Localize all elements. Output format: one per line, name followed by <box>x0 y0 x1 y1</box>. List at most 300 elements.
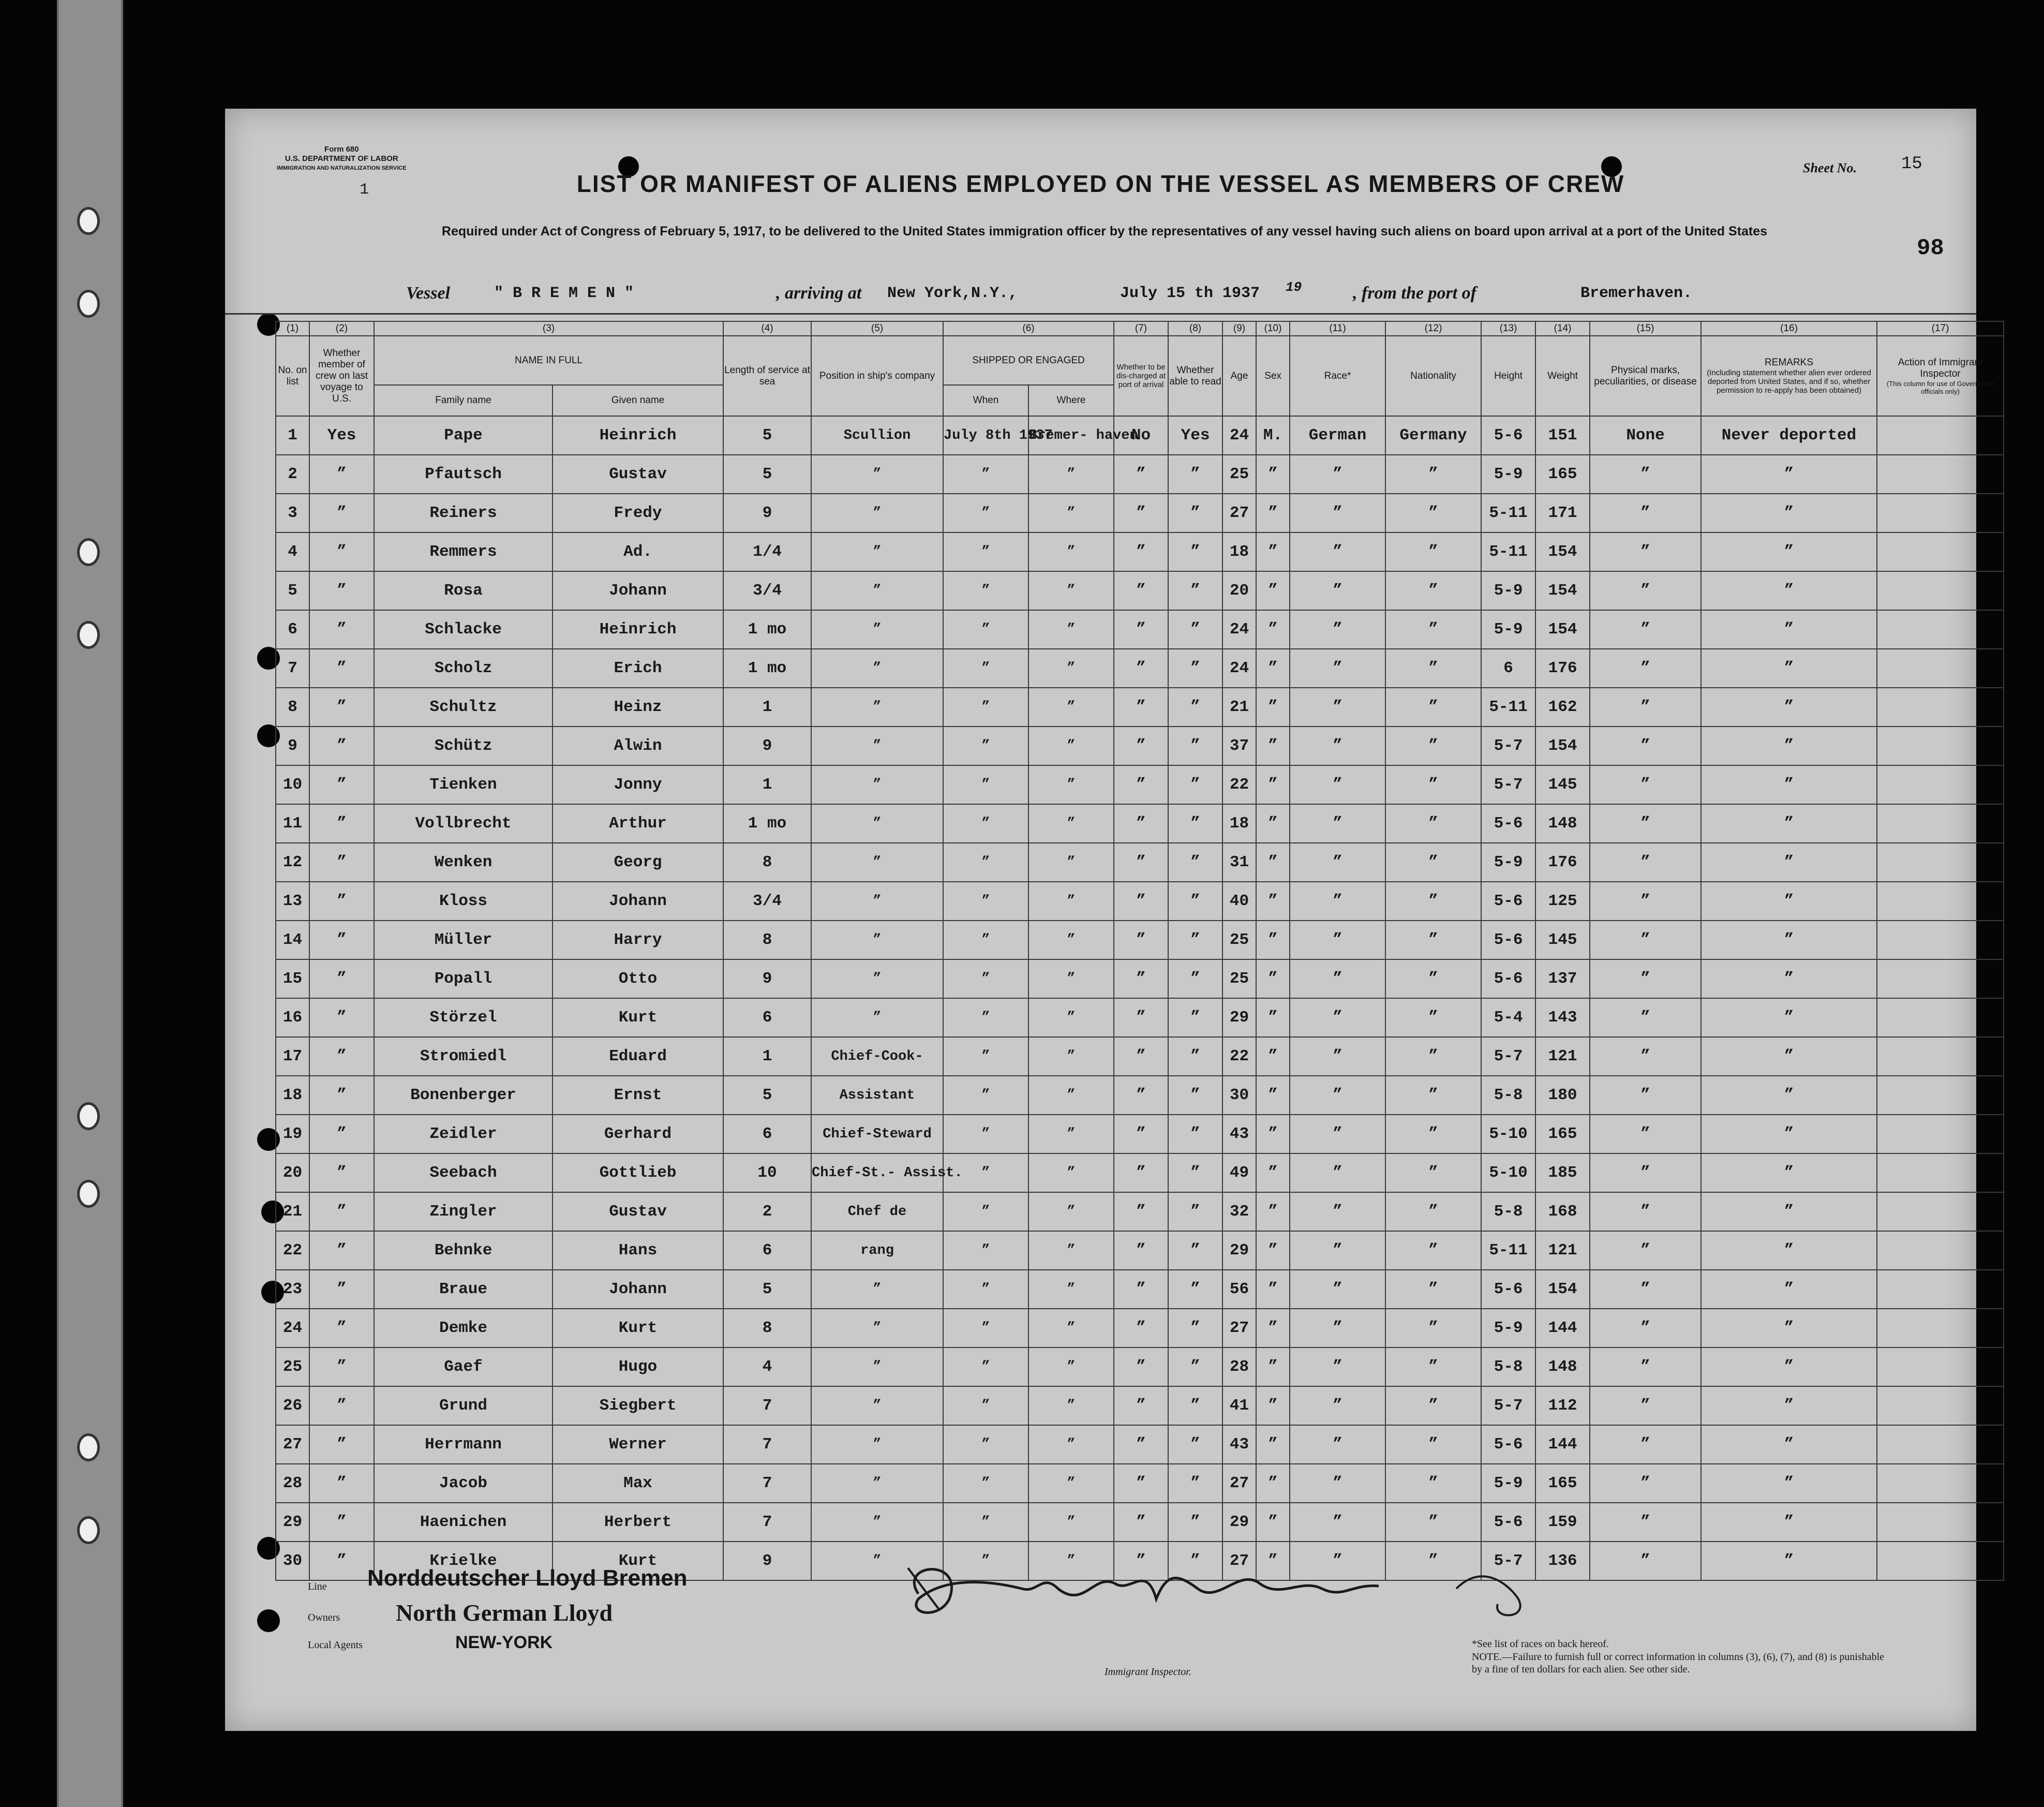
height-cell: 5-8 <box>1481 1076 1535 1115</box>
age-cell: 29 <box>1222 998 1256 1037</box>
race-cell: ” <box>1290 959 1385 998</box>
able-to-read-cell: ” <box>1168 1542 1222 1580</box>
physical-marks-cell: ” <box>1590 1464 1701 1503</box>
row-number-cell: 19 <box>276 1115 309 1153</box>
sex-cell: ” <box>1256 1425 1290 1464</box>
header-name-in-full: NAME IN FULL <box>374 336 723 385</box>
height-cell: 5-11 <box>1481 532 1535 571</box>
shipped-where-cell: ” <box>1028 688 1114 727</box>
shipped-when-cell: ” <box>943 959 1028 998</box>
length-of-service-cell: 1 <box>723 1037 811 1076</box>
race-cell: ” <box>1290 1115 1385 1153</box>
shipped-when-cell: ” <box>943 921 1028 959</box>
row-number-cell: 5 <box>276 571 309 610</box>
able-to-read-cell: ” <box>1168 571 1222 610</box>
physical-marks-cell: ” <box>1590 804 1701 843</box>
race-cell: ” <box>1290 532 1385 571</box>
height-cell: 5-10 <box>1481 1115 1535 1153</box>
shipped-when-cell: ” <box>943 1503 1028 1542</box>
weight-cell: 112 <box>1535 1386 1590 1425</box>
sheet-number-label: Sheet No. <box>1803 160 1857 175</box>
member-last-voyage-cell: ” <box>309 1231 374 1270</box>
physical-marks-cell: ” <box>1590 1270 1701 1309</box>
inspector-action-cell <box>1877 1115 2004 1153</box>
race-cell: ” <box>1290 1503 1385 1542</box>
table-row <box>276 688 2004 727</box>
age-cell: 22 <box>1222 1037 1256 1076</box>
family-name-cell: Pape <box>374 416 553 455</box>
physical-marks-cell: ” <box>1590 1309 1701 1347</box>
table-row <box>276 571 2004 610</box>
table-row <box>276 416 2004 455</box>
race-cell: ” <box>1290 1231 1385 1270</box>
able-to-read-cell: ” <box>1168 727 1222 765</box>
col-number: (9) <box>1222 321 1256 336</box>
family-name-cell: Stromiedl <box>374 1037 553 1076</box>
weight-cell: 165 <box>1535 455 1590 494</box>
nationality-cell: ” <box>1385 959 1481 998</box>
nationality-cell: ” <box>1385 610 1481 649</box>
row-number-cell: 30 <box>276 1542 309 1580</box>
fine-note: NOTE.—Failure to furnish full or correct information in columns (3), (6), (7), and (8) is punishable by a fine of ten dollars for each alien. See other side. <box>1472 1651 1885 1675</box>
physical-marks-cell: ” <box>1590 1347 1701 1386</box>
discharged-flag-cell: ” <box>1114 571 1168 610</box>
column-number-row <box>276 321 2004 336</box>
discharged-flag-cell: No <box>1114 416 1168 455</box>
service-name: IMMIGRATION AND NATURALIZATION SERVICE <box>277 165 407 171</box>
member-last-voyage-cell: ” <box>309 882 374 921</box>
height-cell: 5-9 <box>1481 610 1535 649</box>
race-cell: ” <box>1290 1309 1385 1347</box>
race-cell: ” <box>1290 998 1385 1037</box>
given-name-cell: Otto <box>553 959 723 998</box>
length-of-service-cell: 7 <box>723 1464 811 1503</box>
form-mark: 1 <box>360 181 369 199</box>
nationality-cell: ” <box>1385 921 1481 959</box>
sex-cell: ” <box>1256 765 1290 804</box>
member-last-voyage-cell: ” <box>309 804 374 843</box>
able-to-read-cell: ” <box>1168 1076 1222 1115</box>
remarks-cell: ” <box>1701 727 1877 765</box>
inspector-action-cell <box>1877 571 2004 610</box>
shipped-where-cell: ” <box>1028 959 1114 998</box>
sex-cell: ” <box>1256 727 1290 765</box>
header-when: When <box>943 385 1028 416</box>
nationality-cell: ” <box>1385 843 1481 882</box>
inspector-action-cell <box>1877 532 2004 571</box>
sex-cell: ” <box>1256 959 1290 998</box>
able-to-read-cell: ” <box>1168 843 1222 882</box>
sex-cell: ” <box>1256 571 1290 610</box>
owners-stamp: North German Lloyd <box>396 1599 613 1626</box>
able-to-read-cell: ” <box>1168 1464 1222 1503</box>
physical-marks-cell: ” <box>1590 532 1701 571</box>
age-cell: 27 <box>1222 1309 1256 1347</box>
physical-marks-cell: ” <box>1590 1542 1701 1580</box>
race-cell: ” <box>1290 882 1385 921</box>
member-last-voyage-cell: ” <box>309 1425 374 1464</box>
race-cell: German <box>1290 416 1385 455</box>
given-name-cell: Ernst <box>553 1076 723 1115</box>
height-cell: 5-7 <box>1481 727 1535 765</box>
weight-cell: 154 <box>1535 571 1590 610</box>
able-to-read-cell: ” <box>1168 1037 1222 1076</box>
family-name-cell: Demke <box>374 1309 553 1347</box>
header-given-name: Given name <box>553 385 723 416</box>
sex-cell: ” <box>1256 494 1290 532</box>
inspector-action-cell <box>1877 1309 2004 1347</box>
shipped-where-cell: ” <box>1028 1231 1114 1270</box>
shipped-where-cell: ” <box>1028 1464 1114 1503</box>
weight-cell: 180 <box>1535 1076 1590 1115</box>
shipped-where-cell: ” <box>1028 1037 1114 1076</box>
discharged-flag-cell: ” <box>1114 455 1168 494</box>
table-row <box>276 494 2004 532</box>
member-last-voyage-cell: ” <box>309 532 374 571</box>
arrival-port: New York,N.Y., <box>887 285 1018 302</box>
ship-position-cell: ” <box>811 1270 943 1309</box>
age-cell: 43 <box>1222 1425 1256 1464</box>
given-name-cell: Arthur <box>553 804 723 843</box>
departure-port: Bremerhaven. <box>1580 285 1693 302</box>
shipped-where-cell: ” <box>1028 765 1114 804</box>
member-last-voyage-cell: Yes <box>309 416 374 455</box>
header-inspector-action <box>1877 336 2004 416</box>
ship-position-cell: ” <box>811 1386 943 1425</box>
family-name-cell: Scholz <box>374 649 553 688</box>
shipped-when-cell: ” <box>943 1037 1028 1076</box>
table-row <box>276 804 2004 843</box>
family-name-cell: Schlacke <box>374 610 553 649</box>
able-to-read-cell: ” <box>1168 1386 1222 1425</box>
table-row <box>276 843 2004 882</box>
weight-cell: 125 <box>1535 882 1590 921</box>
race-cell: ” <box>1290 571 1385 610</box>
physical-marks-cell: ” <box>1590 1037 1701 1076</box>
ship-position-cell: ” <box>811 455 943 494</box>
table-row <box>276 1309 2004 1347</box>
binding-hole <box>77 1180 100 1208</box>
sex-cell: ” <box>1256 532 1290 571</box>
races-note: *See list of races on back hereof. <box>1472 1638 1609 1650</box>
remarks-cell: ” <box>1701 1037 1877 1076</box>
row-number-cell: 13 <box>276 882 309 921</box>
length-of-service-cell: 9 <box>723 727 811 765</box>
ship-position-cell: Chief-St.- Assist. <box>811 1153 943 1192</box>
remarks-cell: ” <box>1701 1076 1877 1115</box>
row-number-cell: 4 <box>276 532 309 571</box>
ship-position-cell: ” <box>811 882 943 921</box>
nationality-cell: ” <box>1385 1386 1481 1425</box>
nationality-cell: ” <box>1385 1464 1481 1503</box>
nationality-cell: ” <box>1385 455 1481 494</box>
height-cell: 5-9 <box>1481 1309 1535 1347</box>
physical-marks-cell: ” <box>1590 1386 1701 1425</box>
ship-position-cell: ” <box>811 688 943 727</box>
local-agents-stamp: NEW-YORK <box>455 1633 553 1652</box>
discharged-flag-cell: ” <box>1114 1115 1168 1153</box>
owners-label: Owners <box>308 1612 340 1623</box>
header-sex: Sex <box>1256 336 1290 416</box>
family-name-cell: Schultz <box>374 688 553 727</box>
shipped-where-cell: ” <box>1028 1386 1114 1425</box>
race-cell: ” <box>1290 1153 1385 1192</box>
inspector-action-cell <box>1877 494 2004 532</box>
discharged-flag-cell: ” <box>1114 1231 1168 1270</box>
weight-cell: 121 <box>1535 1037 1590 1076</box>
given-name-cell: Heinrich <box>553 610 723 649</box>
shipped-when-cell: ” <box>943 494 1028 532</box>
nationality-cell: ” <box>1385 727 1481 765</box>
weight-cell: 137 <box>1535 959 1590 998</box>
ship-position-cell: ” <box>811 1425 943 1464</box>
arriving-label: , arriving at <box>776 284 862 303</box>
race-cell: ” <box>1290 727 1385 765</box>
sex-cell: ” <box>1256 610 1290 649</box>
header-age: Age <box>1222 336 1256 416</box>
action-title: Action of Immigrant Inspector <box>1898 357 1983 379</box>
member-last-voyage-cell: ” <box>309 843 374 882</box>
shipped-when-cell: ” <box>943 727 1028 765</box>
inspector-label: Immigrant Inspector. <box>1105 1666 1191 1678</box>
family-name-cell: Grund <box>374 1386 553 1425</box>
discharged-flag-cell: ” <box>1114 843 1168 882</box>
age-cell: 24 <box>1222 649 1256 688</box>
length-of-service-cell: 7 <box>723 1503 811 1542</box>
age-cell: 24 <box>1222 416 1256 455</box>
action-subtitle: (This column for use of Government officials only) <box>1886 379 1994 395</box>
able-to-read-cell: ” <box>1168 765 1222 804</box>
length-of-service-cell: 5 <box>723 416 811 455</box>
member-last-voyage-cell: ” <box>309 610 374 649</box>
row-number-cell: 12 <box>276 843 309 882</box>
shipped-where-cell: ” <box>1028 882 1114 921</box>
ship-position-cell: Scullion <box>811 416 943 455</box>
crew-rows <box>276 416 2004 1580</box>
age-cell: 27 <box>1222 1542 1256 1580</box>
family-name-cell: Remmers <box>374 532 553 571</box>
physical-marks-cell: ” <box>1590 765 1701 804</box>
weight-cell: 144 <box>1535 1425 1590 1464</box>
weight-cell: 154 <box>1535 1270 1590 1309</box>
weight-cell: 145 <box>1535 921 1590 959</box>
weight-cell: 154 <box>1535 532 1590 571</box>
remarks-cell: ” <box>1701 1231 1877 1270</box>
table-row <box>276 1037 2004 1076</box>
nationality-cell: ” <box>1385 649 1481 688</box>
height-cell: 5-6 <box>1481 1270 1535 1309</box>
family-name-cell: Krielke <box>374 1542 553 1580</box>
table-row <box>276 1347 2004 1386</box>
discharged-flag-cell: ” <box>1114 1309 1168 1347</box>
age-cell: 22 <box>1222 765 1256 804</box>
row-number-cell: 21 <box>276 1192 309 1231</box>
row-number-cell: 16 <box>276 998 309 1037</box>
inspector-action-cell <box>1877 455 2004 494</box>
sex-cell: ” <box>1256 998 1290 1037</box>
able-to-read-cell: ” <box>1168 494 1222 532</box>
row-number-cell: 26 <box>276 1386 309 1425</box>
table-row <box>276 921 2004 959</box>
race-cell: ” <box>1290 1037 1385 1076</box>
shipped-when-cell: ” <box>943 532 1028 571</box>
inspector-action-cell <box>1877 1037 2004 1076</box>
length-of-service-cell: 8 <box>723 921 811 959</box>
physical-marks-cell: ” <box>1590 1153 1701 1192</box>
age-cell: 49 <box>1222 1153 1256 1192</box>
nationality-cell: ” <box>1385 998 1481 1037</box>
remarks-cell: ” <box>1701 804 1877 843</box>
inspector-action-cell <box>1877 416 2004 455</box>
row-number-cell: 2 <box>276 455 309 494</box>
height-cell: 5-9 <box>1481 1464 1535 1503</box>
given-name-cell: Heinrich <box>553 416 723 455</box>
discharged-flag-cell: ” <box>1114 1076 1168 1115</box>
nationality-cell: ” <box>1385 1115 1481 1153</box>
ship-position-cell: ” <box>811 959 943 998</box>
shipped-when-cell: ” <box>943 765 1028 804</box>
able-to-read-cell: ” <box>1168 1192 1222 1231</box>
given-name-cell: Herbert <box>553 1503 723 1542</box>
inspector-action-cell <box>1877 882 2004 921</box>
nationality-cell: ” <box>1385 1542 1481 1580</box>
age-cell: 37 <box>1222 727 1256 765</box>
discharged-flag-cell: ” <box>1114 1503 1168 1542</box>
nationality-cell: ” <box>1385 1425 1481 1464</box>
length-of-service-cell: 7 <box>723 1425 811 1464</box>
col-number: (13) <box>1481 321 1535 336</box>
length-of-service-cell: 8 <box>723 1309 811 1347</box>
shipped-where-cell: ” <box>1028 921 1114 959</box>
race-cell: ” <box>1290 804 1385 843</box>
header-discharged: Whether to be dis-charged at port of arrival <box>1114 336 1168 416</box>
remarks-title: REMARKS <box>1765 357 1814 368</box>
shipped-where-cell: ” <box>1028 494 1114 532</box>
shipped-when-cell: ” <box>943 1464 1028 1503</box>
height-cell: 5-8 <box>1481 1192 1535 1231</box>
remarks-cell: ” <box>1701 1464 1877 1503</box>
sex-cell: ” <box>1256 1231 1290 1270</box>
member-last-voyage-cell: ” <box>309 1115 374 1153</box>
able-to-read-cell: ” <box>1168 1115 1222 1153</box>
physical-marks-cell: ” <box>1590 727 1701 765</box>
family-name-cell: Popall <box>374 959 553 998</box>
col-number: (11) <box>1290 321 1385 336</box>
length-of-service-cell: 1 <box>723 688 811 727</box>
shipped-where-cell: ” <box>1028 843 1114 882</box>
department-name: U.S. DEPARTMENT OF LABOR <box>285 154 398 163</box>
table-row <box>276 1270 2004 1309</box>
weight-cell: 165 <box>1535 1464 1590 1503</box>
member-last-voyage-cell: ” <box>309 1386 374 1425</box>
col-number: (1) <box>276 321 309 336</box>
member-last-voyage-cell: ” <box>309 959 374 998</box>
col-number: (16) <box>1701 321 1877 336</box>
given-name-cell: Kurt <box>553 998 723 1037</box>
discharged-flag-cell: ” <box>1114 688 1168 727</box>
column-header-row <box>276 336 2004 385</box>
sex-cell: ” <box>1256 1309 1290 1347</box>
nationality-cell: ” <box>1385 688 1481 727</box>
age-cell: 41 <box>1222 1386 1256 1425</box>
nationality-cell: ” <box>1385 1153 1481 1192</box>
given-name-cell: Hugo <box>553 1347 723 1386</box>
ship-position-cell: Assistant <box>811 1076 943 1115</box>
inspector-action-cell <box>1877 1542 2004 1580</box>
physical-marks-cell: ” <box>1590 1192 1701 1231</box>
binding-hole <box>77 1102 100 1130</box>
remarks-cell: ” <box>1701 1309 1877 1347</box>
family-name-cell: Gaef <box>374 1347 553 1386</box>
length-of-service-cell: 1 mo <box>723 610 811 649</box>
given-name-cell: Harry <box>553 921 723 959</box>
discharged-flag-cell: ” <box>1114 882 1168 921</box>
member-last-voyage-cell: ” <box>309 494 374 532</box>
age-cell: 28 <box>1222 1347 1256 1386</box>
able-to-read-cell: ” <box>1168 688 1222 727</box>
sex-cell: ” <box>1256 455 1290 494</box>
shipped-when-cell: ” <box>943 1231 1028 1270</box>
discharged-flag-cell: ” <box>1114 1542 1168 1580</box>
able-to-read-cell: ” <box>1168 455 1222 494</box>
sex-cell: M. <box>1256 416 1290 455</box>
family-name-cell: Schütz <box>374 727 553 765</box>
weight-cell: 168 <box>1535 1192 1590 1231</box>
nationality-cell: ” <box>1385 1231 1481 1270</box>
age-cell: 20 <box>1222 571 1256 610</box>
age-cell: 29 <box>1222 1503 1256 1542</box>
table-row <box>276 1425 2004 1464</box>
binding-hole <box>77 207 100 235</box>
col-number: (2) <box>309 321 374 336</box>
remarks-cell: ” <box>1701 455 1877 494</box>
ship-position-cell: rang <box>811 1231 943 1270</box>
race-cell: ” <box>1290 843 1385 882</box>
binding-hole <box>77 1516 100 1544</box>
row-number-cell: 27 <box>276 1425 309 1464</box>
family-name-cell: Bonenberger <box>374 1076 553 1115</box>
age-cell: 56 <box>1222 1270 1256 1309</box>
inspector-action-cell <box>1877 649 2004 688</box>
binding-hole <box>77 290 100 318</box>
sex-cell: ” <box>1256 1542 1290 1580</box>
remarks-cell: ” <box>1701 494 1877 532</box>
inspector-action-cell <box>1877 765 2004 804</box>
nationality-cell: ” <box>1385 1503 1481 1542</box>
shipped-where-cell: ” <box>1028 1309 1114 1347</box>
member-last-voyage-cell: ” <box>309 455 374 494</box>
able-to-read-cell: ” <box>1168 649 1222 688</box>
row-number-cell: 17 <box>276 1037 309 1076</box>
length-of-service-cell: 6 <box>723 1115 811 1153</box>
age-cell: 24 <box>1222 610 1256 649</box>
shipped-where-cell: ” <box>1028 455 1114 494</box>
given-name-cell: Siegbert <box>553 1386 723 1425</box>
age-cell: 25 <box>1222 921 1256 959</box>
discharged-flag-cell: ” <box>1114 765 1168 804</box>
length-of-service-cell: 3/4 <box>723 882 811 921</box>
col-number: (17) <box>1877 321 2004 336</box>
from-port-label: , from the port of <box>1353 284 1476 303</box>
discharged-flag-cell: ” <box>1114 921 1168 959</box>
sex-cell: ” <box>1256 1386 1290 1425</box>
sex-cell: ” <box>1256 1153 1290 1192</box>
age-cell: 32 <box>1222 1192 1256 1231</box>
given-name-cell: Ad. <box>553 532 723 571</box>
row-number-cell: 28 <box>276 1464 309 1503</box>
given-name-cell: Erich <box>553 649 723 688</box>
discharged-flag-cell: ” <box>1114 649 1168 688</box>
